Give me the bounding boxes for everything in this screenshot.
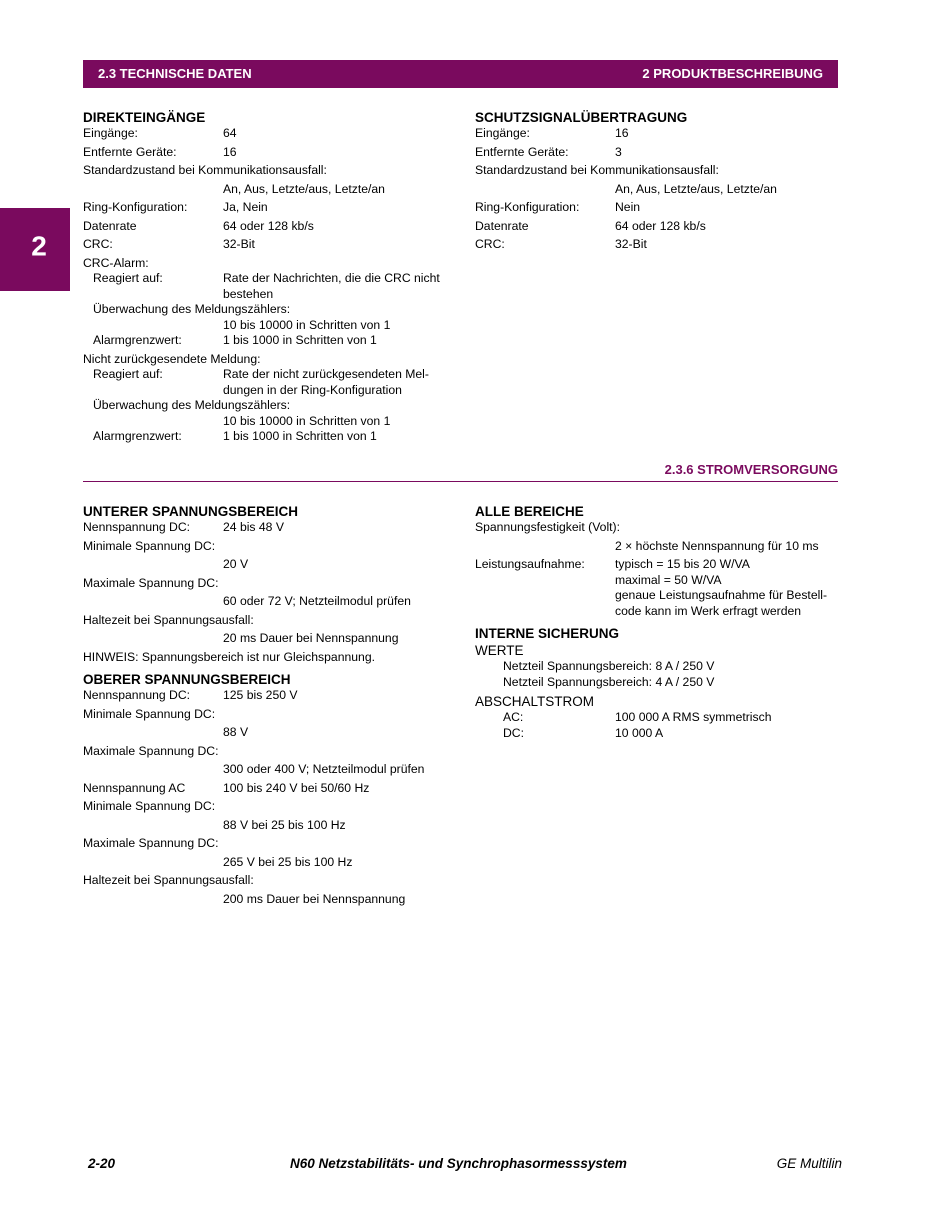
spec-value: An, Aus, Letzte/aus, Letzte/an <box>615 181 777 196</box>
spec-label: Alarmgrenzwert: <box>93 333 182 347</box>
spec-label: CRC-Alarm: <box>83 255 149 270</box>
spec-value: 100 bis 240 V bei 50/60 Hz <box>223 780 370 795</box>
spec-value: 60 oder 72 V; Netzteilmodul prüfen <box>223 594 411 608</box>
section-heading: DIREKTEINGÄNGE <box>83 110 206 125</box>
chapter-tab <box>0 208 70 291</box>
spec-row <box>475 710 845 726</box>
spec-value: 3 <box>615 144 622 159</box>
spec-row <box>83 200 453 216</box>
spec-row <box>475 539 845 555</box>
spec-value: 10 000 A <box>615 725 664 740</box>
spec-value: 1 bis 1000 in Schritten von 1 <box>223 429 377 443</box>
spec-row <box>83 367 453 398</box>
spec-label: Überwachung des Meldungszählers: <box>93 398 291 412</box>
subheading: WERTE <box>475 643 524 658</box>
spec-row <box>475 219 845 235</box>
spec-label: Ring-Konfiguration: <box>83 200 188 214</box>
spec-value: 2 × höchste Nennspannung für 10 ms <box>615 538 819 553</box>
spec-value: Rate der nicht zurückgesendeten Mel-dungen in der Ring-Konfiguration <box>223 367 429 397</box>
spec-row <box>83 594 453 610</box>
spec-label: Überwachung des Meldungszählers: <box>93 302 291 316</box>
spec-label: Datenrate <box>83 218 137 233</box>
spec-row <box>83 429 453 445</box>
spec-value: 24 bis 48 V <box>223 520 284 534</box>
spec-value: Rate der Nachrichten, die die CRC nicht bestehen <box>223 271 440 301</box>
spec-label: Maximale Spannung DC: <box>83 743 219 758</box>
spec-value: 64 oder 128 kb/s <box>223 218 314 233</box>
spec-label: Standardzustand bei Kommunikationsausfall: <box>475 163 719 177</box>
spec-value: 300 oder 400 V; Netzteilmodul prüfen <box>223 762 425 776</box>
section-title-stromversorgung: 2.3.6 STROMVERSORGUNG <box>83 462 838 482</box>
spec-value: 88 V bei 25 bis 100 Hz <box>223 817 346 832</box>
header-chapter-title: 2 PRODUKTBESCHREIBUNG <box>642 66 823 81</box>
spec-row <box>83 520 453 536</box>
spec-label: CRC: <box>475 237 505 251</box>
spec-label: Haltezeit bei Spannungsausfall: <box>83 873 254 887</box>
spannungsbereich-section <box>83 501 453 910</box>
spec-row <box>83 781 453 797</box>
spec-row <box>475 726 845 742</box>
spec-value: 32-Bit <box>615 237 647 251</box>
schutzsignal-section <box>475 107 845 256</box>
spec-row <box>475 126 845 142</box>
spec-row <box>83 414 453 430</box>
spec-row <box>83 318 453 334</box>
spec-value: 64 <box>223 126 237 140</box>
spec-label: Spannungsfestigkeit (Volt): <box>475 520 620 534</box>
spec-value: 16 <box>223 144 237 159</box>
spec-value: 20 V <box>223 557 249 571</box>
spec-row <box>83 818 453 834</box>
spec-row <box>83 237 453 253</box>
spec-value: genaue Leistungsaufnahme für Bestell-code kann im Werk erfragt werden <box>615 588 828 618</box>
page-number: 2-20 <box>88 1156 116 1171</box>
spec-row <box>83 762 453 778</box>
section-heading: OBERER SPANNUNGSBEREICH <box>83 672 291 687</box>
spec-value: 265 V bei 25 bis 100 Hz <box>223 854 353 869</box>
spec-row <box>475 182 845 198</box>
document-title: N60 Netzstabilitäts- und Synchrophasormesssystem <box>290 1156 627 1171</box>
spec-value: 64 oder 128 kb/s <box>615 218 706 233</box>
header-section-title: 2.3 TECHNISCHE DATEN <box>98 66 252 81</box>
spec-value: Netzteil Spannungsbereich: 8 A / 250 V <box>503 659 715 673</box>
spec-value: maximal = 50 W/VA <box>615 572 722 587</box>
spec-label: Nennspannung AC <box>83 780 186 795</box>
subheading: ABSCHALTSTROM <box>475 694 595 709</box>
spec-label: Eingänge: <box>83 126 138 140</box>
chapter-number: 2 <box>31 230 47 262</box>
section-heading: SCHUTZSIGNALÜBERTRAGUNG <box>475 110 688 125</box>
section-heading: UNTERER SPANNUNGSBEREICH <box>83 504 299 519</box>
spec-value: 20 ms Dauer bei Nennspannung <box>223 631 399 645</box>
spec-row <box>83 333 453 349</box>
spec-value: Ja, Nein <box>223 200 268 214</box>
spec-value: Nein <box>615 200 641 214</box>
spec-label: Ring-Konfiguration: <box>475 200 580 214</box>
spec-row <box>475 145 845 161</box>
spec-label: Alarmgrenzwert: <box>93 429 182 443</box>
spec-row <box>83 182 453 198</box>
spec-value: 10 bis 10000 in Schritten von 1 <box>223 317 391 332</box>
spec-value: 100 000 A RMS symmetrisch <box>615 710 772 724</box>
spec-label: Nennspannung DC: <box>83 520 191 534</box>
spec-label: Nicht zurückgesendete Meldung: <box>83 351 261 366</box>
spec-row <box>475 200 845 216</box>
spec-label: Minimale Spannung DC: <box>83 538 216 553</box>
spec-row <box>83 219 453 235</box>
spec-label: Eingänge: <box>475 126 530 140</box>
note: HINWEIS: Spannungsbereich ist nur Gleichspannung. <box>83 649 375 664</box>
spec-row <box>83 145 453 161</box>
alle-bereiche-section <box>475 501 845 744</box>
spec-label: Leistungsaufnahme: <box>475 557 585 571</box>
spec-row <box>475 588 845 619</box>
spec-value: 32-Bit <box>223 237 255 251</box>
spec-label: Entfernte Geräte: <box>475 144 569 159</box>
spec-row <box>475 557 845 573</box>
spec-value: An, Aus, Letzte/aus, Letzte/an <box>223 181 385 196</box>
spec-label: Standardzustand bei Kommunikationsausfall: <box>83 163 327 177</box>
section-heading: INTERNE SICHERUNG <box>475 626 620 641</box>
spec-row <box>83 271 453 302</box>
spec-row <box>475 573 845 589</box>
spec-row <box>83 126 453 142</box>
spec-label: Reagiert auf: <box>93 367 163 381</box>
spec-label: Maximale Spannung DC: <box>83 836 219 850</box>
spec-value: 200 ms Dauer bei Nennspannung <box>223 891 406 906</box>
spec-label: Reagiert auf: <box>93 271 163 285</box>
spec-label: Minimale Spannung DC: <box>83 706 216 721</box>
spec-value: 16 <box>615 126 629 140</box>
spec-value: 125 bis 250 V <box>223 688 298 702</box>
direkteingaenge-section <box>83 107 453 448</box>
spec-row <box>83 631 453 647</box>
spec-value: Netzteil Spannungsbereich: 4 A / 250 V <box>503 674 715 689</box>
spec-label: CRC: <box>83 237 113 251</box>
spec-row <box>83 688 453 704</box>
spec-value: 1 bis 1000 in Schritten von 1 <box>223 333 377 347</box>
spec-row <box>83 557 453 573</box>
section-heading: ALLE BEREICHE <box>475 504 584 519</box>
spec-label: Nennspannung DC: <box>83 688 191 702</box>
spec-value: typisch = 15 bis 20 W/VA <box>615 557 750 571</box>
spec-row <box>83 855 453 871</box>
spec-label: Entfernte Geräte: <box>83 144 177 159</box>
spec-label: Minimale Spannung DC: <box>83 799 216 813</box>
spec-label: AC: <box>503 710 524 724</box>
spec-label: Datenrate <box>475 218 529 233</box>
spec-label: Haltezeit bei Spannungsausfall: <box>83 612 254 627</box>
spec-row <box>83 725 453 741</box>
brand-name: GE Multilin <box>776 1156 842 1171</box>
spec-label: Maximale Spannung DC: <box>83 575 219 590</box>
spec-value: 10 bis 10000 in Schritten von 1 <box>223 413 391 428</box>
spec-label: DC: <box>503 725 524 740</box>
spec-row <box>83 892 453 908</box>
spec-row <box>475 237 845 253</box>
spec-value: 88 V <box>223 725 249 739</box>
header-bar <box>83 60 838 88</box>
